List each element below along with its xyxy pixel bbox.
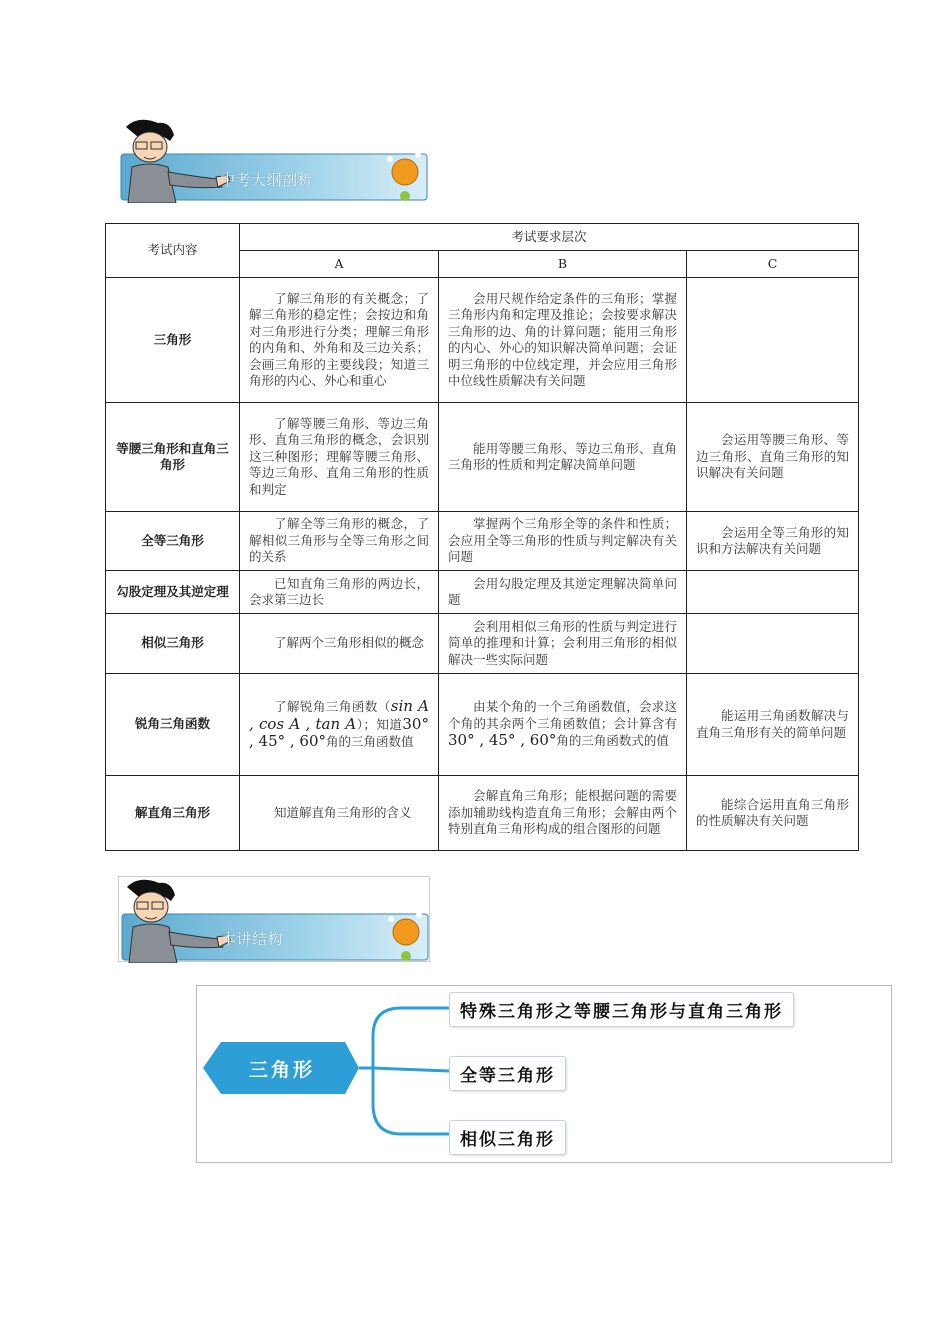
- header-content: 考试内容: [106, 224, 240, 278]
- level-b-text: 能用等腰三角形、等边三角形、直角三角形的性质和判定解决简单问题: [448, 440, 677, 472]
- teacher-illustration: [119, 877, 431, 963]
- banner-title: 本讲结构: [221, 930, 284, 948]
- topic-cell: 全等三角形: [106, 512, 240, 571]
- table-row: [106, 674, 859, 776]
- level-a-text: [249, 698, 429, 751]
- level-c-text: 会运用全等三角形的知识和方法解决有关问题: [696, 524, 850, 556]
- level-b-text: 会解直角三角形；能根据问题的需要添加辅助线构造直角三角形；会解由两个特别直角三角形构成的组合图形的问题: [448, 788, 677, 837]
- table-row: [106, 614, 859, 674]
- header-level-c: C: [687, 251, 859, 278]
- level-a-text: 了解三角形的有关概念；了解三角形的稳定性；会按边和角对三角形进行分类；理解三角形的内角和、外角和及三边关系；会画三角形的主要线段；知道三角形的内心、外心和重心: [249, 290, 429, 388]
- trig-functions: sin A , cos A , tan A: [249, 697, 429, 733]
- table-row: [106, 512, 859, 571]
- header-requirements: 考试要求层次: [240, 224, 859, 251]
- text-fragment: 角的三角函数值: [326, 734, 414, 750]
- level-a-text: 了解两个三角形相似的概念: [274, 635, 425, 651]
- table-row: [106, 776, 859, 851]
- topic-cell: 勾股定理及其逆定理: [106, 571, 240, 614]
- angle-values: 30° , 45° , 60°: [249, 714, 429, 751]
- level-a-text: 了解等腰三角形、等边三角形、直角三角形的概念，会识别这三种图形；理解等腰三角形、等边三角形、直角三角形的性质和判定: [249, 415, 429, 497]
- text-fragment: ）；知道: [356, 716, 403, 732]
- table-row: [106, 571, 859, 614]
- level-c-text: 会运用等腰三角形、等边三角形、直角三角形的知识解决有关问题: [696, 432, 850, 481]
- level-a-text: 了解全等三角形的概念，了解相似三角形与全等三角形之间的关系: [249, 516, 429, 565]
- table-row: [106, 403, 859, 512]
- mindmap-root: 三角形: [248, 1058, 315, 1081]
- exam-requirements-table: [105, 223, 859, 851]
- level-b-text: 会利用相似三角形的性质与判定进行简单的推理和计算；会利用三角形的相似解决一些实际问题: [448, 618, 677, 667]
- level-c-text: 能综合运用直角三角形的性质解决有关问题: [696, 796, 850, 828]
- topic-cell: 等腰三角形和直角三角形: [106, 403, 240, 512]
- mindmap-branch-congruent: 全等三角形: [449, 1056, 566, 1091]
- level-b-text: [448, 699, 677, 750]
- topic-cell: 相似三角形: [106, 614, 240, 674]
- level-b-text: 会用尺规作给定条件的三角形；掌握三角形内角和定理及推论；会按要求解决三角形的边、角的计算问题；能用三角形的内心、外心的知识解决简单问题；会证明三角形的中位线定理，并会应用三角形中位线性质解决有关问题: [448, 290, 677, 388]
- topic-cell: 三角形: [106, 278, 240, 403]
- angle-values: 30° , 45° , 60°: [448, 731, 557, 750]
- text-fragment: 了解锐角三角函数（: [274, 699, 391, 715]
- level-b-text: 会用勾股定理及其逆定理解决简单问题: [448, 575, 677, 607]
- banner-title: 中考大纲剖析: [220, 171, 314, 189]
- mindmap-branch-isosceles-right: 特殊三角形之等腰三角形与直角三角形: [449, 992, 794, 1027]
- structure-mindmap: [196, 985, 892, 1163]
- level-a-text: 已知直角三角形的两边长，会求第三边长: [249, 575, 429, 607]
- table-row: [106, 278, 859, 403]
- level-b-text: 掌握两个三角形全等的条件和性质；会应用全等三角形的性质与判定解决有关问题: [448, 516, 677, 565]
- level-c-text: 能运用三角函数解决与直角三角形有关的简单问题: [696, 708, 850, 740]
- text-fragment: 角的三角函数式的值: [556, 733, 669, 749]
- teacher-illustration: [118, 117, 430, 203]
- topic-cell: 解直角三角形: [106, 776, 240, 851]
- section-banner-structure: [118, 876, 430, 962]
- section-banner-outline: [118, 117, 430, 203]
- mindmap-branch-similar: 相似三角形: [449, 1120, 566, 1155]
- header-level-b: B: [439, 251, 687, 278]
- header-level-a: A: [240, 251, 439, 278]
- level-a-text: 知道解直角三角形的含义: [274, 804, 412, 820]
- text-fragment: 由某个角的一个三角函数值，会求这个角的其余两个三角函数值；会计算含有: [448, 699, 677, 731]
- topic-cell: 锐角三角函数: [106, 674, 240, 776]
